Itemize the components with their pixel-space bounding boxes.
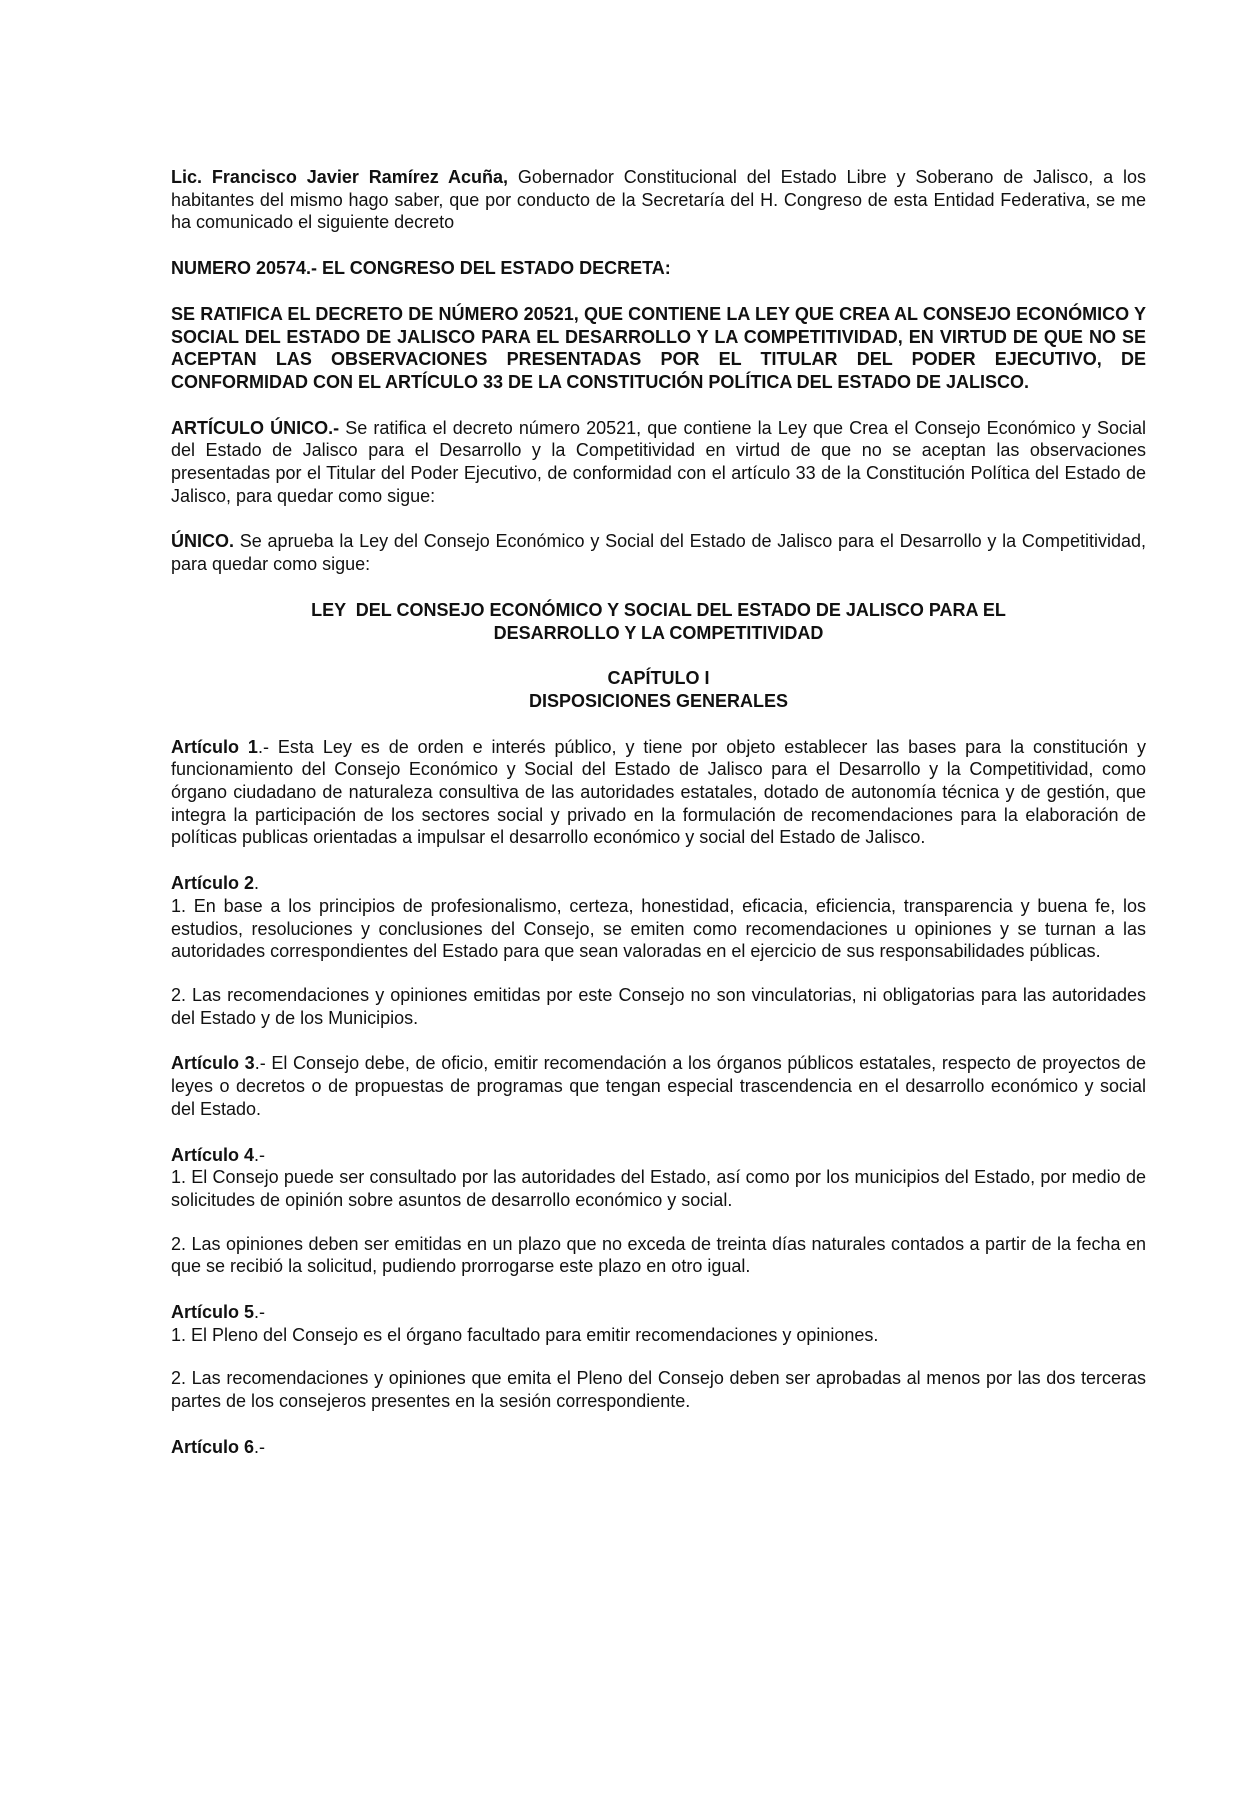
article-6-label-suffix: .- <box>254 1436 266 1457</box>
unico-label: ÚNICO. <box>171 531 234 552</box>
article-4-paragraph-2: 2. Las opiniones deben ser emitidas en un plazo que no exceda de treinta días naturales contados a partir de la fecha en que se recibió la solicitud, pudiendo prorrogarse este plazo en otro igual. <box>171 1233 1146 1277</box>
governor-name: Lic. Francisco Javier Ramírez Acuña, <box>171 167 508 187</box>
law-title-line-2: DESARROLLO Y LA COMPETITIVIDAD <box>493 622 824 643</box>
article-5-label-suffix: .- <box>254 1302 266 1323</box>
article-4-label-suffix: .- <box>254 1144 266 1165</box>
article-2-paragraph-2: 2. Las recomendaciones y opiniones emitidas por este Consejo no son vinculatorias, ni obligatorias para las autoridades del Estado y de los Municipios. <box>171 984 1146 1028</box>
articulo-unico-text: Se ratifica el decreto número 20521, que contiene la Ley que Crea el Consejo Económico y Social del Estado de Jalisco para el Desarrollo y la Competitividad en virtud de que no se aceptan las observaciones presentadas por el Titular del Poder Ejecutivo, de conformidad con el artículo 33 de la Constitución Política del Estado de Jalisco, para quedar como sigue: <box>171 417 1146 506</box>
articulo-unico-label: ARTÍCULO ÚNICO.- <box>171 417 340 438</box>
document-page <box>171 166 1146 1459</box>
intro-text: Gobernador Constitucional del Estado Libre y Soberano de Jalisco, a los habitantes del mismo hago saber, que por conducto de la Secretaría del H. Congreso de esta Entidad Federativa, se me ha comunicado el siguiente decreto <box>171 167 1146 233</box>
ratification-heading: SE RATIFICA EL DECRETO DE NÚMERO 20521, QUE CONTIENE LA LEY QUE CREA AL CONSEJO ECONÓMICO Y SOCIAL DEL ESTADO DE JALISCO PARA EL DESARROLLO Y LA COMPETITIVIDAD, EN VIRTUD DE QUE NO SE ACEPTAN LAS OBSERVACIONES PRESENTADAS POR EL TITULAR DEL PODER EJECUTIVO, DE CONFORMIDAD CON EL ARTÍCULO 33 DE LA CONSTITUCIÓN POLÍTICA DEL ESTADO DE JALISCO. <box>171 303 1146 392</box>
article-4-label: Artículo 4 <box>171 1144 255 1165</box>
article-4-paragraph-1: 1. El Consejo puede ser consultado por las autoridades del Estado, así como por los municipios del Estado, por medio de solicitudes de opinión sobre asuntos de desarrollo económico y social. <box>171 1167 1146 1210</box>
chapter-heading <box>171 667 1146 712</box>
article-3-text: .- El Consejo debe, de oficio, emitir recomendación a los órganos públicos estatales, respecto de proyectos de leyes o decretos o de propuestas de programas que tengan especial trascendencia en el desarrollo económico y social del Estado. <box>171 1053 1147 1119</box>
law-title-line-1: LEY DEL CONSEJO ECONÓMICO Y SOCIAL DEL ESTADO DE JALISCO PARA EL <box>311 599 1006 620</box>
intro-paragraph <box>171 166 1146 234</box>
decree-number: NUMERO 20574.- EL CONGRESO DEL ESTADO DECRETA: <box>171 258 671 279</box>
article-3 <box>171 1052 1146 1120</box>
article-6-label: Artículo 6 <box>171 1436 255 1457</box>
article-3-label: Artículo 3 <box>171 1053 255 1074</box>
article-1 <box>171 736 1146 850</box>
chapter-number: CAPÍTULO I <box>607 668 710 689</box>
article-1-text: .- Esta Ley es de orden e interés público, y tiene por objeto establecer las bases para la constitución y funcionamiento del Consejo Económico y Social del Estado de Jalisco para el Desarrollo y la Competitividad, como órgano ciudadano de naturaleza consultiva de las autoridades estatales, dotado de autonomía técnica y de gestión, que integra la participación de los sectores social y privado en la formulación de recomendaciones para la elaboración de políticas publicas orientadas a impulsar el desarrollo económico y social del Estado de Jalisco. <box>171 736 1146 848</box>
unico-paragraph <box>171 530 1146 575</box>
article-5-heading <box>171 1301 1146 1324</box>
unico-text: Se aprueba la Ley del Consejo Económico y Social del Estado de Jalisco para el Desarrollo y la Competitividad, para quedar como sigue: <box>171 531 1146 575</box>
article-5-paragraph-1: 1. El Pleno del Consejo es el órgano facultado para emitir recomendaciones y opiniones. <box>171 1324 879 1345</box>
article-4-heading <box>171 1144 1146 1167</box>
articulo-unico-paragraph <box>171 417 1146 508</box>
law-title <box>171 599 1146 644</box>
article-2-paragraph-1: 1. En base a los principios de profesionalismo, certeza, honestidad, eficacia, eficiencia, transparencia y buena fe, los estudios, resoluciones y conclusiones del Consejo, se emiten como recomendaciones u opiniones y se turnan a las autoridades correspondientes del Estado para que sean valoradas en el ejercicio de sus responsabilidades públicas. <box>171 895 1146 962</box>
article-2-label: Artículo 2 <box>171 873 255 894</box>
article-5-label: Artículo 5 <box>171 1302 255 1323</box>
article-1-label: Artículo 1 <box>171 736 258 757</box>
chapter-name: DISPOSICIONES GENERALES <box>528 690 789 711</box>
article-2-label-suffix: . <box>254 873 260 894</box>
article-2-heading <box>171 872 1146 895</box>
article-5-paragraph-2: 2. Las recomendaciones y opiniones que emita el Pleno del Consejo deben ser aprobadas al menos por las dos terceras partes de los consejeros presentes en la sesión correspondiente. <box>171 1368 1146 1412</box>
article-6-heading <box>171 1436 1146 1459</box>
